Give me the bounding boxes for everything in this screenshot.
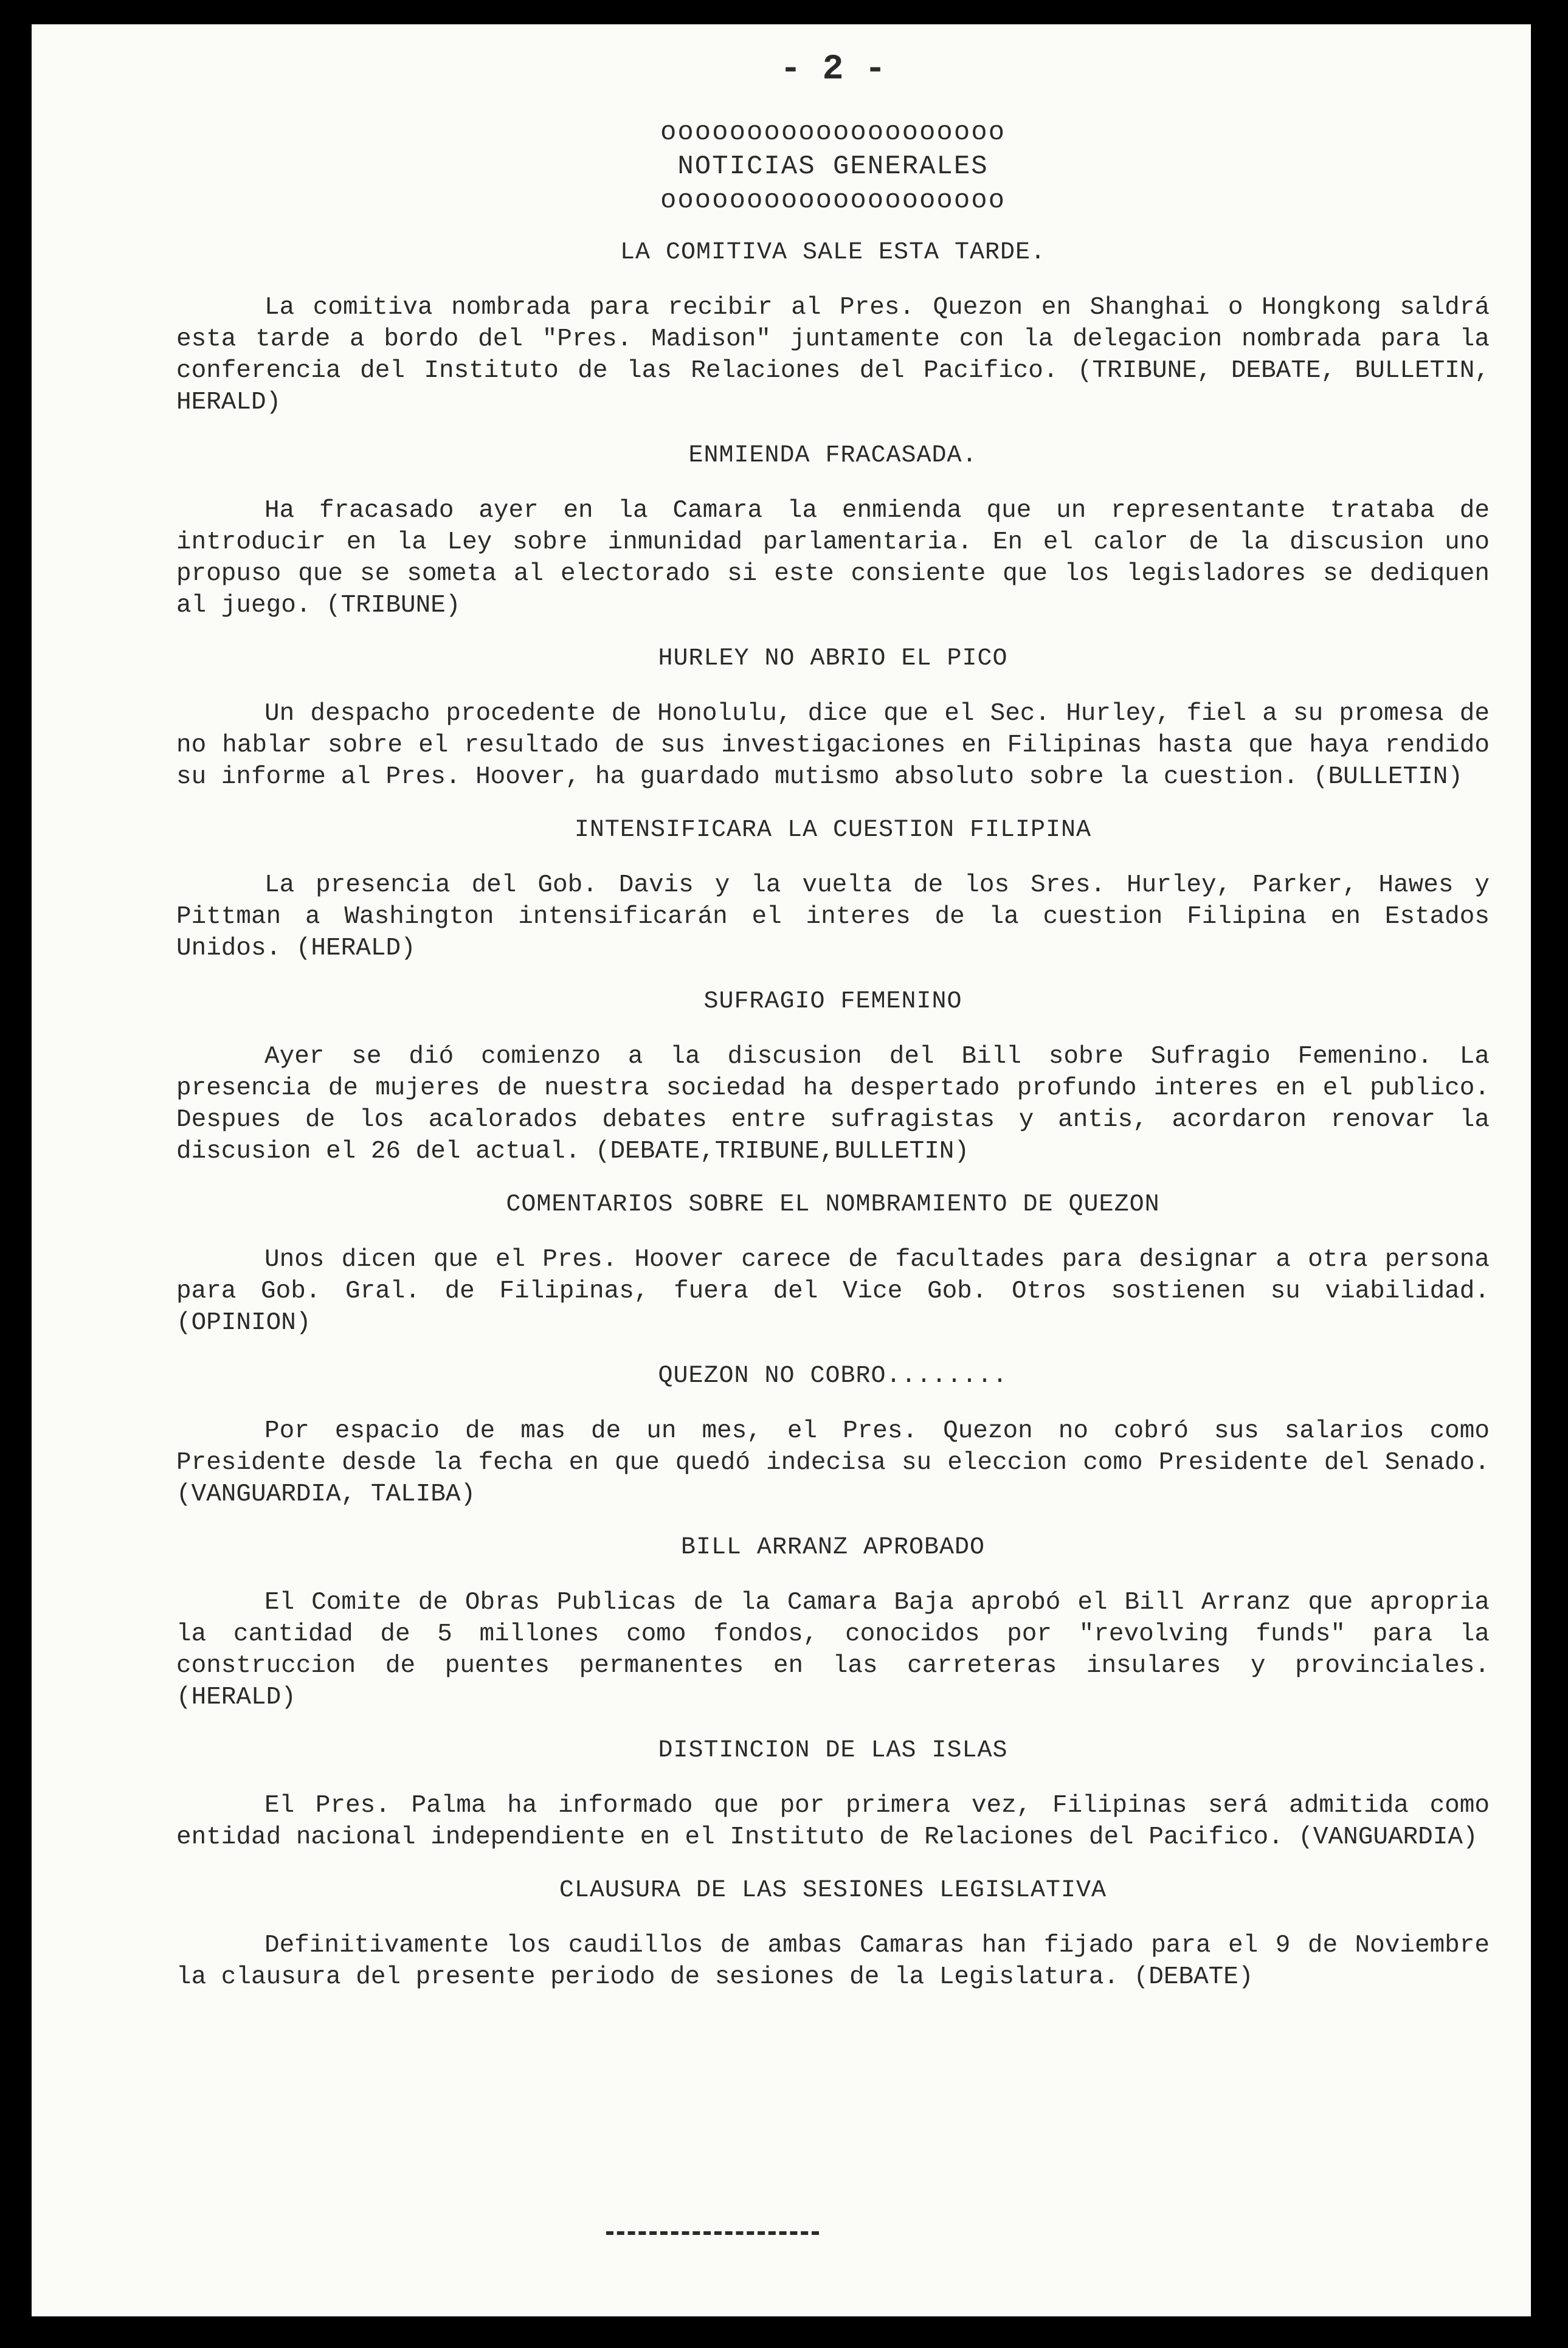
section-banner xyxy=(176,116,1490,218)
news-item xyxy=(176,237,1490,418)
news-item xyxy=(176,440,1490,621)
news-body: Unos dicen que el Pres. Hoover carece de facultades para designar a otra persona para Gob. Gral. de Filipinas, fuera del Vice Gob. Otros sostienen su viabilidad. (OPINION) xyxy=(176,1246,1490,1337)
news-body: La comitiva nombrada para recibir al Pres. Quezon en Shanghai o Hongkong saldrá esta tarde a bordo del "Pres. Madison" juntamente con la delegacion nombrada para la conferencia del Instituto de las Relaciones del Pacifico. (TRIBUNE, DEBATE, BULLETIN, HERALD) xyxy=(176,294,1490,416)
news-body: Ha fracasado ayer en la Camara la enmienda que un representante trataba de introducir en la Ley sobre inmunidad parlamentaria. En el calor de la discusion uno propuso que se someta al electorado si este consiente que los legisladores se dediquen al juego. (TRIBUNE) xyxy=(176,497,1490,620)
page-number: - 2 - xyxy=(779,50,886,89)
news-item xyxy=(176,1532,1490,1713)
news-body: El Comite de Obras Publicas de la Camara Baja aprobó el Bill Arranz que apropria la cantidad de 5 millones como fondos, conocidos por "revolving funds" para la construccion de puentes permanentes en las carreteras insulares y provinciales. (HERALD) xyxy=(176,1589,1490,1711)
news-headline: HURLEY NO ABRIO EL PICO xyxy=(658,645,1008,672)
news-item xyxy=(176,1361,1490,1510)
news-headline: LA COMITIVA SALE ESTA TARDE. xyxy=(620,239,1046,266)
document-page xyxy=(32,24,1531,2316)
news-sections xyxy=(176,237,1490,2015)
news-body: Por espacio de mas de un mes, el Pres. Quezon no cobró sus salarios como Presidente desde la fecha en que quedó indecisa su eleccion como Presidente del Senado. (VANGUARDIA, TALIBA) xyxy=(176,1417,1490,1508)
banner-title: NOTICIAS GENERALES xyxy=(677,151,989,182)
news-item xyxy=(176,643,1490,793)
banner-bottom-border: oooooooooooooooooooo xyxy=(660,185,1006,216)
news-body: El Pres. Palma ha informado que por primera vez, Filipinas será admitida como entidad nacional independiente en el Instituto de Relaciones del Pacifico. (VANGUARDIA) xyxy=(176,1792,1490,1851)
news-item xyxy=(176,1735,1490,1853)
news-headline: DISTINCION DE LAS ISLAS xyxy=(658,1737,1008,1764)
news-body: Ayer se dió comienzo a la discusion del Bill sobre Sufragio Femenino. La presencia de mujeres de nuestra sociedad ha despertado profundo interes en el publico. Despues de los acalorados debates entre sufragistas y antis, acordaron renovar la discusion el 26 del actual. (DEBATE,TRIBUNE,BULLETIN) xyxy=(176,1043,1490,1165)
news-headline: COMENTARIOS SOBRE EL NOMBRAMIENTO DE QUEZON xyxy=(506,1191,1160,1218)
news-item xyxy=(176,1189,1490,1339)
news-body: La presencia del Gob. Davis y la vuelta de los Sres. Hurley, Parker, Hawes y Pittman a Washington intensificarán el interes de la cuestion Filipina en Estados Unidos. (HERALD) xyxy=(176,871,1490,962)
news-item xyxy=(176,1875,1490,1993)
news-headline: CLAUSURA DE LAS SESIONES LEGISLATIVA xyxy=(559,1877,1107,1904)
closing-dashed-rule xyxy=(606,2231,819,2235)
news-headline: ENMIENDA FRACASADA. xyxy=(688,442,978,469)
news-item xyxy=(176,986,1490,1167)
banner-top-border: oooooooooooooooooooo xyxy=(660,117,1006,148)
news-body: Un despacho procedente de Honolulu, dice que el Sec. Hurley, fiel a su promesa de no hablar sobre el resultado de sus investigaciones en Filipinas hasta que haya rendido su informe al Pres. Hoover, ha guardado mutismo absoluto sobre la cuestion. (BULLETIN) xyxy=(176,700,1490,791)
news-headline: QUEZON NO COBRO........ xyxy=(658,1362,1008,1390)
news-body: Definitivamente los caudillos de ambas Camaras han fijado para el 9 de Noviembre la clausura del presente periodo de sesiones de la Legislatura. (DEBATE) xyxy=(176,1932,1490,1991)
news-headline: SUFRAGIO FEMENINO xyxy=(703,988,962,1015)
news-item xyxy=(176,815,1490,964)
news-headline: BILL ARRANZ APROBADO xyxy=(680,1534,986,1561)
news-headline: INTENSIFICARA LA CUESTION FILIPINA xyxy=(574,817,1092,844)
